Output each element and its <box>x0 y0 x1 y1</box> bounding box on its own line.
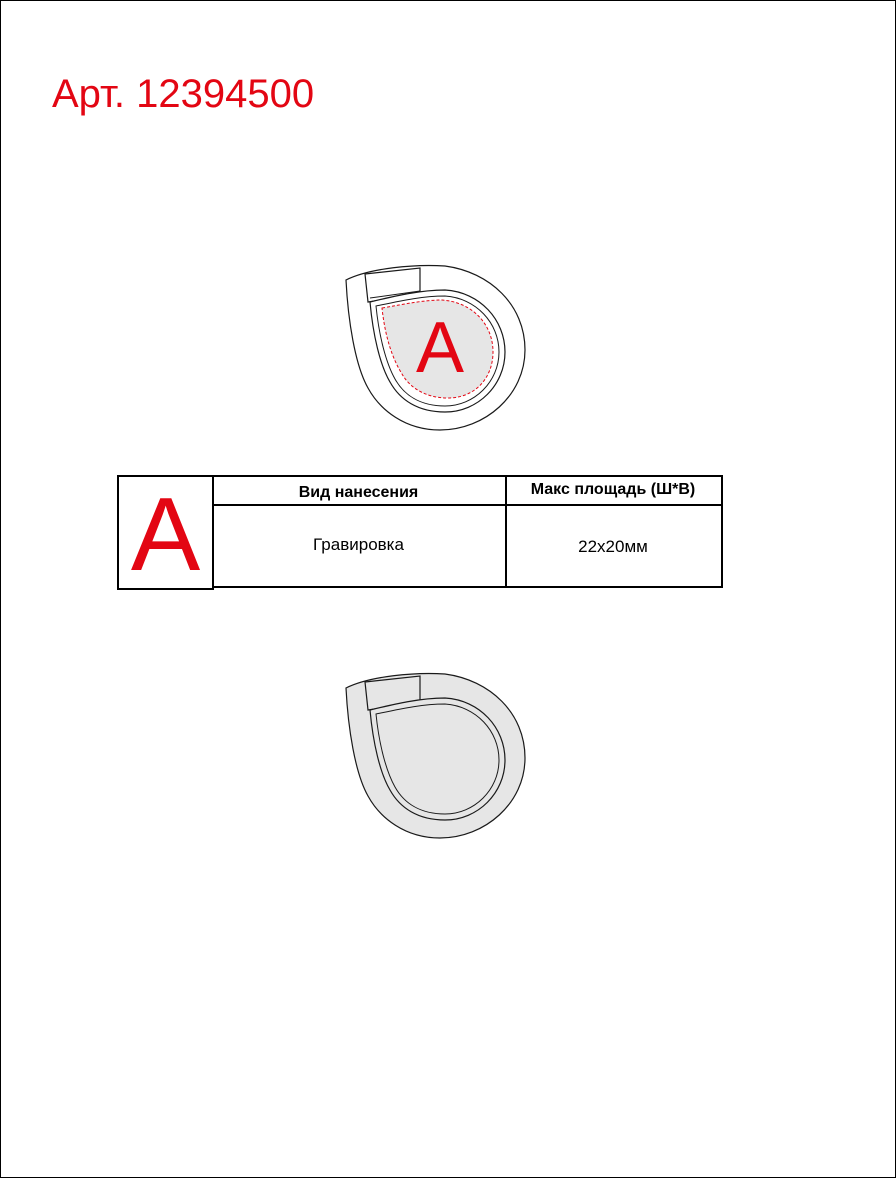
article-title: Арт. 12394500 <box>52 72 315 116</box>
product-drawing-with-print-zone <box>340 260 530 435</box>
value-max-area: 22х20мм <box>505 504 723 588</box>
header-max-area: Макс площадь (Ш*В) <box>505 475 723 506</box>
zone-marker: A <box>130 476 201 593</box>
spec-table <box>117 475 723 593</box>
product-drawing-filled <box>340 668 530 843</box>
print-zone-label: A <box>415 308 465 388</box>
zone-marker-cell <box>117 475 214 593</box>
value-application-type: Гравировка <box>212 504 507 588</box>
header-application-type: Вид нанесения <box>212 475 507 506</box>
